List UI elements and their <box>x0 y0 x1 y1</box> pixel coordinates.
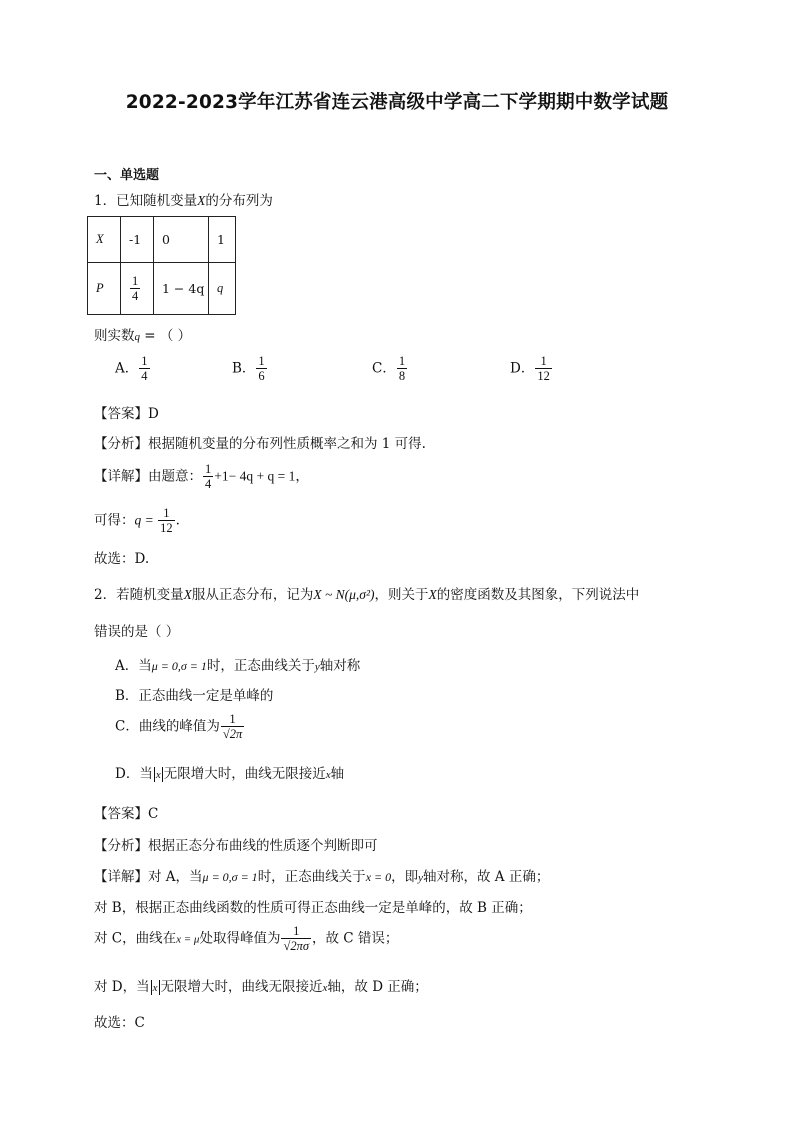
q2-analysis: 【分析】根据正态分布曲线的性质逐个判断即可 <box>94 838 378 854</box>
section-heading: 一、单选题 <box>94 168 160 183</box>
fraction: $\frac{1}{√2\pi}$ <box>222 712 243 742</box>
table-cell: X <box>88 217 121 263</box>
q2-option-a: A．当μ = 0,σ = 1时，正态曲线关于y轴对称 <box>115 658 361 674</box>
q2-stem-line2: 错误的是（ ） <box>94 624 180 640</box>
distribution-table <box>87 216 236 315</box>
q1-stem: 1．已知随机变量X的分布列为 <box>94 193 273 209</box>
q2-choose: 故选：C <box>94 1015 145 1031</box>
fraction: $\frac{1}{6}$ <box>258 354 265 384</box>
fraction: $\frac{1}{√2\pi\sigma}$ <box>283 924 310 954</box>
q2-detail-a: 【详解】对 A，当μ = 0,σ = 1时，正态曲线关于x = 0，即y轴对称，故 A 正确； <box>94 869 550 885</box>
q1-option-c: C． $\frac{1}{8}$ <box>372 354 406 384</box>
q1-choose: 故选：D. <box>94 551 150 567</box>
fraction: $\frac{1}{4}$ <box>141 354 148 384</box>
fraction: $\frac{1}{4}$ <box>132 273 139 303</box>
table-cell: q <box>209 263 236 315</box>
q1-option-a: A． $\frac{1}{4}$ <box>115 354 148 384</box>
q2-detail-c: 对 C，曲线在x = μ处取得峰值为 $\frac{1}{√2\pi\sigma}$ ，故 C 错误； <box>94 924 399 954</box>
q1-analysis: 【分析】根据随机变量的分布列性质概率之和为 1 可得. <box>94 436 426 452</box>
table-cell: 0 <box>154 217 209 263</box>
q2-detail-d: 对 D，当 x 无限增大时，曲线无限接近x轴，故 D 正确； <box>94 979 428 995</box>
q2-stem-line1: 2．若随机变量X服从正态分布，记为X ~ N(μ,σ²)，则关于X的密度函数及其图象，下列说法中 <box>94 587 640 603</box>
table-cell: 1 − 4q <box>154 263 209 315</box>
q1-detail: 【详解】由题意： $\frac{1}{4}$ +1− 4q + q = 1， <box>94 462 309 492</box>
table-cell: -1 <box>121 217 154 263</box>
table-cell: 1 <box>209 217 236 263</box>
q1-result: 可得：q = $\frac{1}{12}$ . <box>94 506 180 536</box>
table-cell <box>121 263 154 315</box>
q1-option-d: D． $\frac{1}{12}$ <box>510 354 550 384</box>
q2-option-b: B．正态曲线一定是单峰的 <box>115 688 274 704</box>
fraction: $\frac{1}{8}$ <box>398 354 406 384</box>
q1-answer: 【答案】D <box>94 406 159 422</box>
page-title: 2022-2023学年江苏省连云港高级中学高二下学期期中数学试题 <box>125 92 669 113</box>
table-cell: P <box>88 263 121 315</box>
q2-option-d: D．当 x 无限增大时，曲线无限接近x轴 <box>115 766 345 782</box>
fraction: $\frac{1}{12}$ <box>160 506 173 536</box>
q1-option-b: B． $\frac{1}{6}$ <box>232 354 265 384</box>
q2-detail-b: 对 B，根据正态曲线函数的性质可得正态曲线一定是单峰的，故 B 正确； <box>94 900 532 916</box>
q1-ask: 则实数q = （ ） <box>94 328 192 344</box>
q2-option-c: C．曲线的峰值为 $\frac{1}{√2\pi}$ <box>115 712 243 742</box>
fraction: $\frac{1}{4}$ <box>205 462 212 492</box>
fraction: $\frac{1}{12}$ <box>537 354 550 384</box>
q2-answer: 【答案】C <box>94 806 159 822</box>
